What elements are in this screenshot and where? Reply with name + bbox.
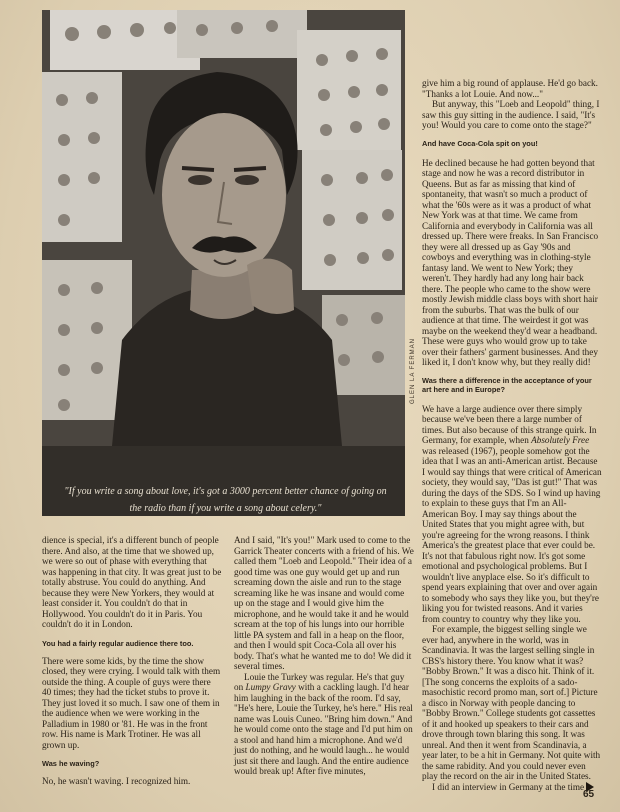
album-title: Lumpy Gravy bbox=[245, 682, 296, 692]
col3-text: was released (1967), people somehow got the idea that I was an anti-American artist. Because I would say things that were critical of American society, they would say, "Das ist gut!" That was during the days of the SDS. So I wind up having to explain to these guys that I'm an All-American Boy. I may say things about the United States that you might agree with, but you're agreeing for the wrong reasons. I think America's the greatest place that ever could be. It's not that fabulous right now. It's got some emotional and psychological problems. But I wouldn't live anyplace else. So it's difficult to spend years explaining that over and over again to somebody who says they like you, but they're liking you for twisted reasons. And it varies from country to country why they like you. bbox=[422, 445, 602, 624]
col2-paragraph bbox=[234, 672, 414, 777]
col3-paragraph: He declined because he had gotten beyond that stage and now he was a record distributor in Queens. But as far as missing that kind of spontaneity, that wasn't so much a product of what the '60s were as it was a product of what New York was at that time. We came from California and everybody in California was all dressed up. There were freaks. In San Francisco they were all dressed up as Gay '90s and cowboys and everything was in clothing-style fantasy land. We went to New York; they weren't. They hardly had any long hair back there. The people who came to the show were mostly Jewish middle class boys with short hair from the suburbs. That was the bulk of our audience at that time. The weirdest it got was maybe on the weekend they'd wear a headband. These were guys who would grow up to take over their fathers' garment businesses. And they liked it, I don't know why, but they really did! bbox=[422, 157, 599, 367]
portrait-photo bbox=[42, 10, 405, 446]
col2-paragraph: And I said, "It's you!" Mark used to come to the Garrick Theater concerts with a friend of his. We called them "Loeb and Leopold." Their idea of a good time was one guy would get up and run screaming down the aisle and run to the stage screaming like he was insane and would come up on the stage and I would give him the microphone, and he would take it and he would scream at the top of his lungs into our horrible little PA system and fall in a heap on the floor, and then I would spit Coca-Cola all over his body. That's what he wanted me to do! We did it several times. bbox=[234, 535, 414, 671]
interview-question: Was he waving? bbox=[42, 759, 100, 768]
col3-paragraph: give him a big round of applause. He'd go back. "Thanks a lot Louie. And now..." bbox=[422, 78, 598, 99]
col1-paragraph: There were some kids, by the time the show closed, they were crying. I would talk with them outside the thing. A couple of guys were there 40 times; they had the ticket stubs to prove it. They just loved it so much. I saw one of them in the audience when we were working in the Palladium in 1980 or '81. He was in the front row. His name is Mark Trotiner. He was all grown up. bbox=[42, 655, 221, 750]
interview-question: You had a fairly regular audience there too. bbox=[42, 638, 194, 648]
col3-paragraph bbox=[422, 404, 602, 625]
column-2 bbox=[234, 535, 414, 777]
col3-text: We have a large audience over there simply because we've been there a large number of times. But also because of this strange quirk. In Germany, for example, when bbox=[422, 403, 597, 445]
col1-paragraph: No, he wasn't waving. I recognized him. bbox=[42, 776, 191, 786]
col2-text: Louie the Turkey was regular. He's that guy on bbox=[234, 671, 405, 692]
column-1 bbox=[42, 535, 222, 787]
interview-question: And have Coca-Cola spit on you! bbox=[422, 138, 538, 148]
photo-caption: "If you write a song about love, it's got a 3000 percent better chance of going on the radio than if you write a song about celery." bbox=[64, 486, 387, 514]
col3-paragraph bbox=[422, 782, 602, 793]
interview-question: Was there a difference in the acceptance of your art here and in Europe? bbox=[422, 375, 592, 394]
photo-credit bbox=[408, 318, 418, 428]
album-title: Absolutely Free bbox=[531, 435, 590, 445]
col1-paragraph: dience is special, it's a different bunch of people there. And also, at the time that we showed up, we were so out of phase with everything that was happening in that city. It was great just to be totally abstruse. You could do anything. And because they were New Yorkers, they would at least consider it. You couldn't do that in Hollywood. You couldn't do it in Paris. You couldn't do it in London. bbox=[42, 535, 222, 629]
column-3 bbox=[422, 78, 602, 792]
col3-paragraph: But anyway, this "Loeb and Leopold" thing, I saw this guy sitting in the audience. I said, "It's you! Would you care to come onto the stage?" bbox=[422, 99, 600, 130]
page-number: 65 bbox=[583, 789, 595, 800]
col3-paragraph: For example, the biggest selling single we ever had, anywhere in the world, was in Scandinavia. It was the largest selling single in CBS's history there. You know what it was? "Bobby Brown." It was a disco hit. Think of it. [The song concerns the exploits of a sado-masochistic record promo man, sort of.] Picture a disco in Norway with people dancing to "Bobby Brown." College students got cassettes of it and hooked up speakers to their cars and drove through town blaring this song. It was unreal. And then it went from Scandinavia, a year later, to be a hit in Germany. Not quite with the same rabidity. And you could never even play the record on the air in the United States. bbox=[422, 624, 601, 781]
col2-text: with a cackling laugh. I'd hear him laughing in the back of the room. I'd say, "He's here, Louie the Turkey, he's here." His real name was Louis Cuneo. "Bring him down." And he would come onto the stage and I'd put him on a stool and hand him a microphone. And we'd just do nothing, and he would laugh... he would just sit there and laugh. And the entire audience would break up! After five minutes, bbox=[234, 682, 413, 776]
col3-text: I did an interview in Germany at the time bbox=[432, 781, 585, 792]
photo-credit-text: GLEN LA FERMAN bbox=[410, 338, 416, 405]
